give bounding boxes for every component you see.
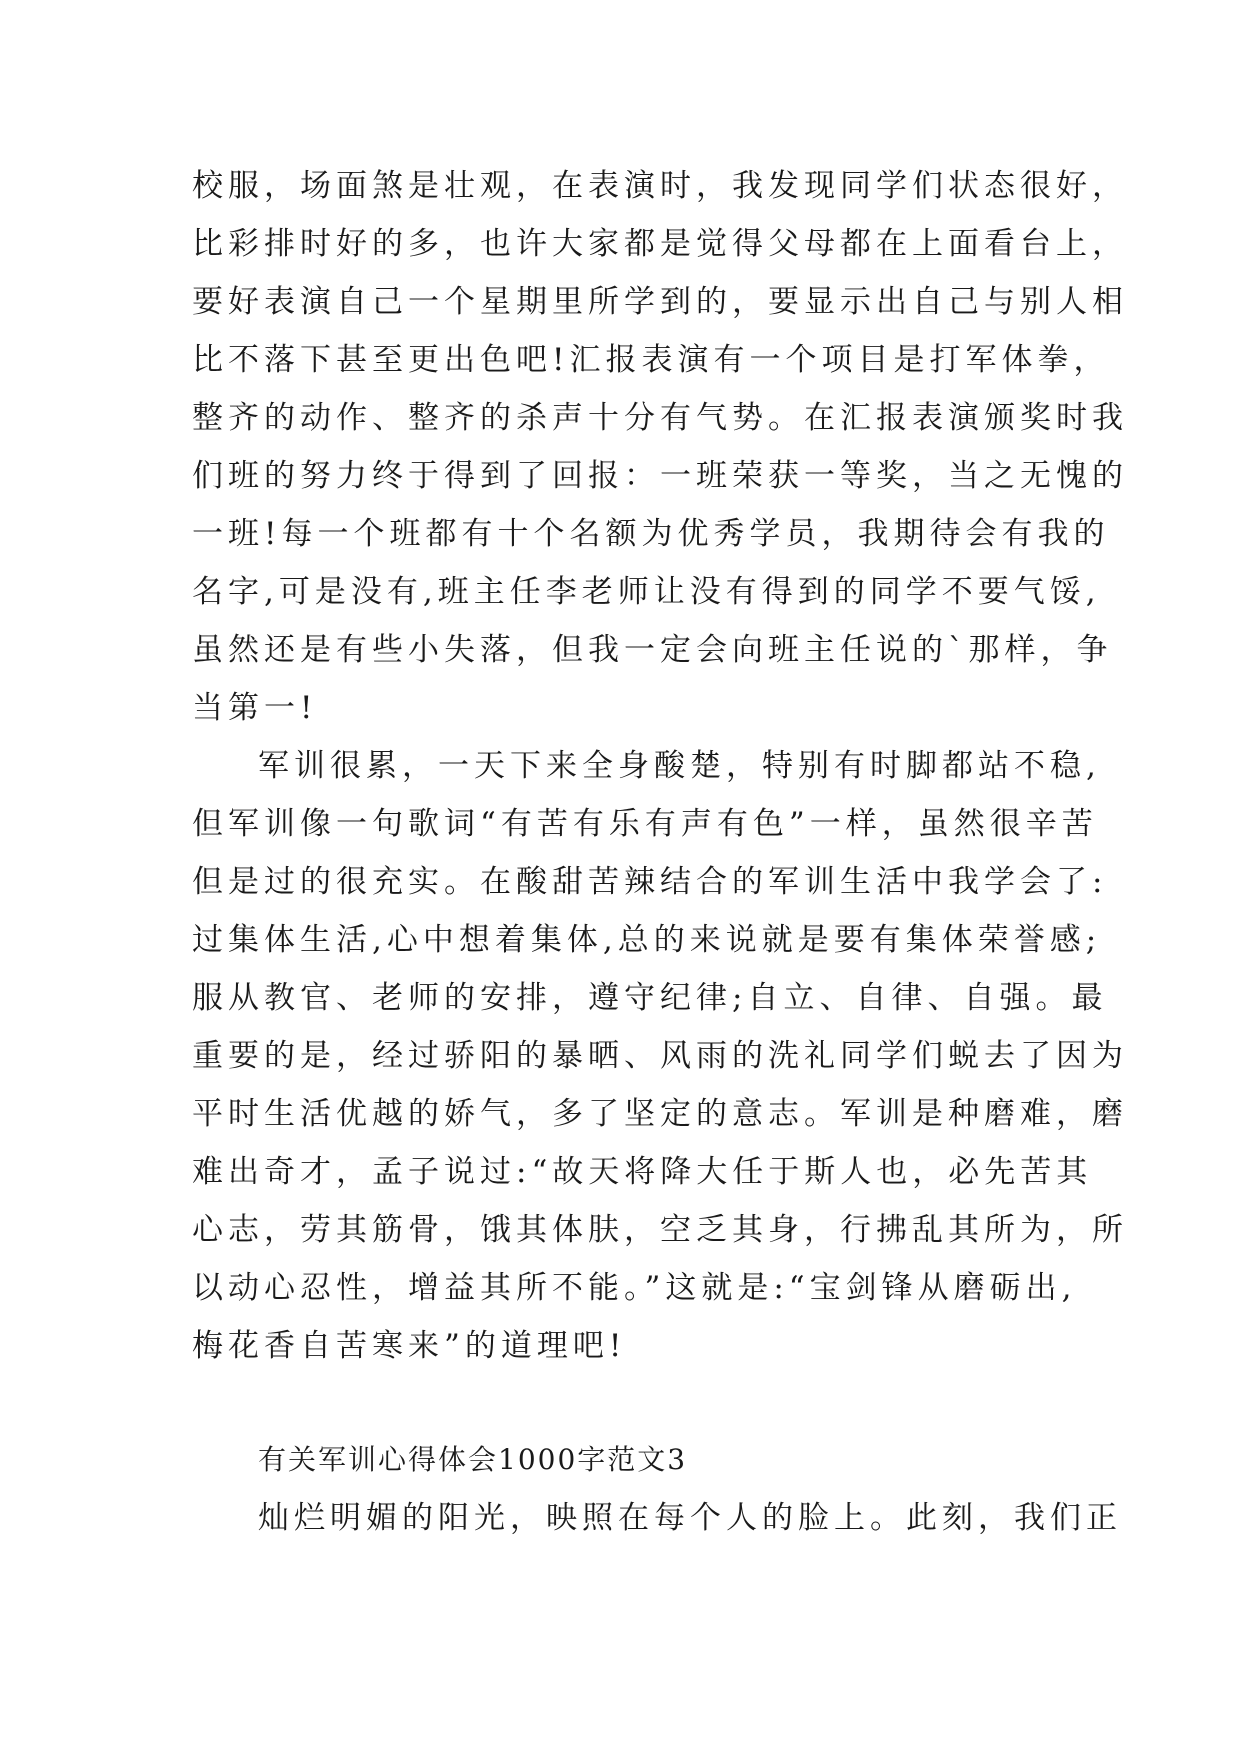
paragraph-line: 一班!每一个班都有十个名额为优秀学员，我期待会有我的	[192, 516, 1110, 552]
paragraph-line: 重要的是，经过骄阳的暴晒、风雨的洗礼同学们蜕去了因为	[192, 1038, 1128, 1074]
paragraph-line: 灿烂明媚的阳光，映照在每个人的脸上。此刻，我们正	[258, 1500, 1122, 1536]
paragraph-line: 过集体生活,心中想着集体,总的来说就是要有集体荣誉感;	[192, 922, 1102, 958]
paragraph-line: 比不落下甚至更出色吧!汇报表演有一个项目是打军体拳，	[192, 342, 1110, 378]
paragraph-line: 平时生活优越的娇气，多了坚定的意志。军训是种磨难，磨	[192, 1096, 1128, 1132]
paragraph-line: 比彩排时好的多，也许大家都是觉得父母都在上面看台上，	[192, 226, 1128, 262]
paragraph-line: 服从教官、老师的安排，遵守纪律;自立、自律、自强。最	[192, 980, 1108, 1016]
paragraph-line: 整齐的动作、整齐的杀声十分有气势。在汇报表演颁奖时我	[192, 400, 1128, 436]
paragraph-line: 但军训像一句歌词“有苦有乐有声有色”一样，虽然很辛苦	[192, 806, 1098, 842]
paragraph-line: 校服，场面煞是壮观，在表演时，我发现同学们状态很好，	[192, 168, 1128, 204]
paragraph-line: 军训很累，一天下来全身酸楚，特别有时脚都站不稳,	[258, 748, 1101, 784]
paragraph-line: 当第一!	[192, 690, 318, 726]
paragraph-line: 要好表演自己一个星期里所学到的，要显示出自己与别人相	[192, 284, 1128, 320]
paragraph-line: 名字,可是没有,班主任李老师让没有得到的同学不要气馁,	[192, 574, 1101, 610]
section-heading: 有关军训心得体会1000字范文3	[258, 1443, 688, 1476]
paragraph-line: 难出奇才，孟子说过:“故天将降大任于斯人也，必先苦其	[192, 1154, 1093, 1190]
paragraph-line: 以动心忍性，增益其所不能。”这就是:“宝剑锋从磨砺出,	[192, 1270, 1077, 1306]
paragraph-line: 但是过的很充实。在酸甜苦辣结合的军训生活中我学会了:	[192, 864, 1108, 900]
paragraph-line: 心志，劳其筋骨，饿其体肤，空乏其身，行拂乱其所为，所	[192, 1212, 1128, 1248]
paragraph-line: 虽然还是有些小失落，但我一定会向班主任说的`那样，争	[192, 632, 1113, 668]
paragraph-line: 梅花香自苦寒来”的道理吧!	[192, 1328, 627, 1364]
paragraph-line: 们班的努力终于得到了回报：一班荣获一等奖，当之无愧的	[192, 458, 1128, 494]
